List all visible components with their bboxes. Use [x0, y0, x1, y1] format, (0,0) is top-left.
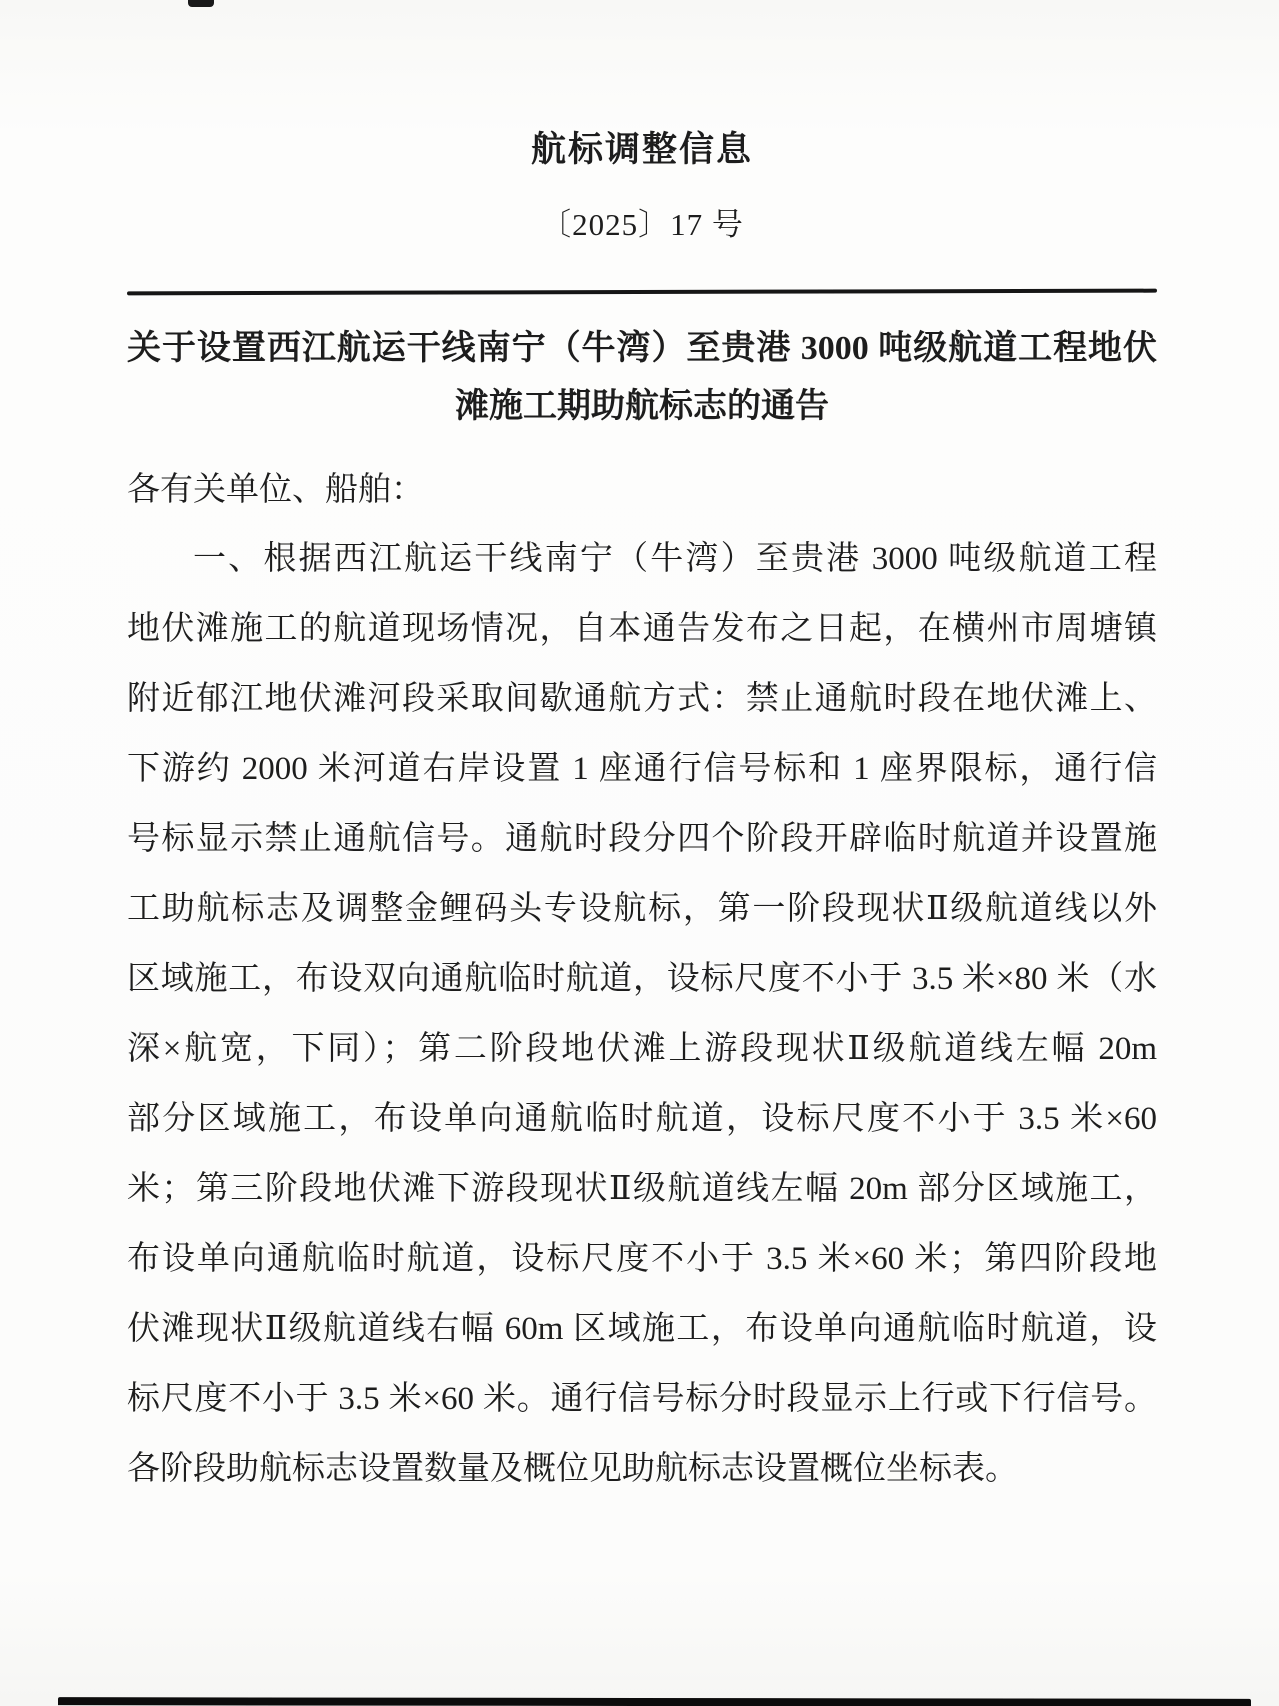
- document-number: 〔2025〕17 号: [540, 207, 744, 242]
- divider-line: [127, 289, 1157, 296]
- body-line: 附近郁江地伏滩河段采取间歇通航方式：禁止通航时段在地伏滩上、: [127, 681, 1157, 717]
- body-line: 各阶段助航标志设置数量及概位见助航标志设置概位坐标表。: [127, 1451, 1018, 1487]
- document-title: 航标调整信息: [530, 130, 753, 169]
- body-line: 号标显示禁止通航信号。通航时段分四个阶段开辟临时航道并设置施: [127, 821, 1157, 857]
- body-line: 米；第三阶段地伏滩下游段现状Ⅱ级航道线左幅 20m 部分区域施工，: [127, 1171, 1157, 1207]
- document-content: [127, 0, 1157, 1504]
- notice-heading: [127, 320, 1157, 436]
- body-line: 区域施工，布设双向通航临时航道，设标尺度不小于 3.5 米×80 米（水: [127, 961, 1157, 997]
- body-line: 工助航标志及调整金鲤码头专设航标，第一阶段现状Ⅱ级航道线以外: [127, 891, 1157, 927]
- body-line: 深×航宽，下同）；第二阶段地伏滩上游段现状Ⅱ级航道线左幅 20m: [127, 1031, 1157, 1067]
- body-line: 下游约 2000 米河道右岸设置 1 座通行信号标和 1 座界限标，通行信: [127, 751, 1157, 787]
- body-line: 标尺度不小于 3.5 米×60 米。通行信号标分时段显示上行或下行信号。: [127, 1381, 1157, 1417]
- body-paragraph: [127, 524, 1157, 1504]
- scan-artifact-bottom-edge: [58, 1697, 1251, 1706]
- body-line: 地伏滩施工的航道现场情况，自本通告发布之日起，在横州市周塘镇: [127, 611, 1157, 647]
- body-line: 布设单向通航临时航道，设标尺度不小于 3.5 米×60 米；第四阶段地: [127, 1241, 1157, 1277]
- salutation: 各有关单位、船舶：: [127, 472, 424, 508]
- notice-heading-line-2: 滩施工期助航标志的通告: [455, 388, 829, 425]
- body-line: 伏滩现状Ⅱ级航道线右幅 60m 区域施工，布设单向通航临时航道，设: [127, 1311, 1157, 1347]
- notice-heading-line-1: 关于设置西江航运干线南宁（牛湾）至贵港 3000 吨级航道工程地伏: [127, 330, 1157, 367]
- body-line: 一、根据西江航运干线南宁（牛湾）至贵港 3000 吨级航道工程: [193, 541, 1157, 577]
- body-line: 部分区域施工，布设单向通航临时航道，设标尺度不小于 3.5 米×60: [127, 1101, 1157, 1137]
